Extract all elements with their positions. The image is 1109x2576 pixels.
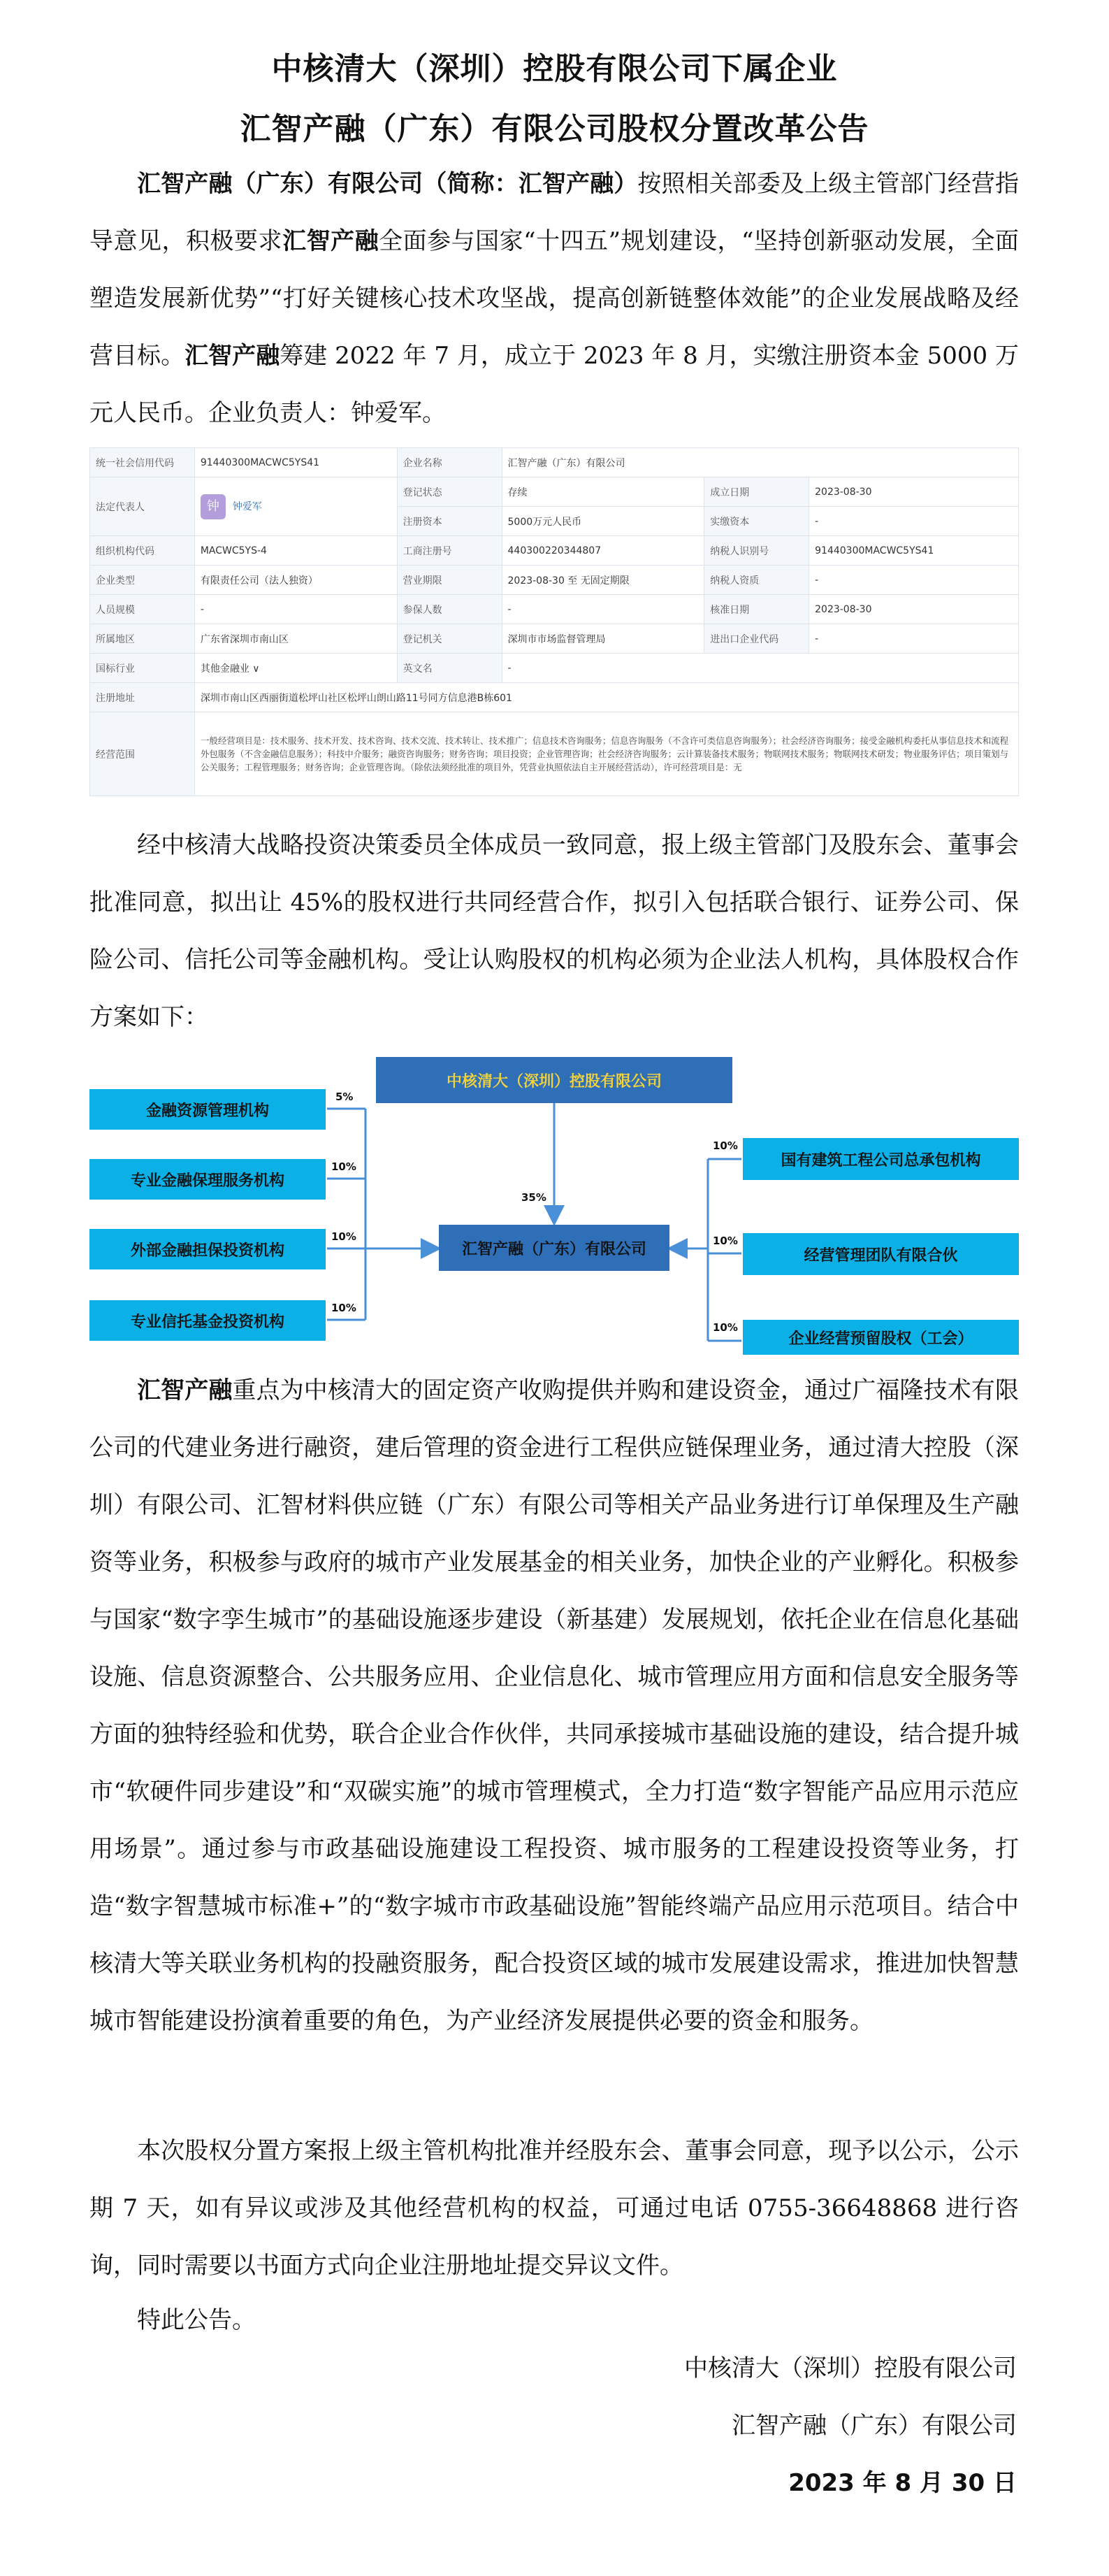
value-reg-capital: 5000万元人民币: [502, 507, 704, 536]
label-company-type: 企业类型: [90, 566, 195, 595]
label-credit-code: 统一社会信用代码: [90, 448, 195, 477]
paragraph-equity-plan: 经中核清大战略投资决策委员全体成员一致同意，报上级主管部门及股东会、董事会批准同意，拟出让 45%的股权进行共同经营合作，拟引入包括联合银行、证券公司、保险公司、信托公司等金融机构。受让认购股权的机构必须为企业法人机构，具体股权合作方案如下：: [89, 831, 1019, 1031]
intro-seg-3: 筹建 2022 年 7 月，成立于 2023 年 8 月，实缴注册资本金 5000 万元人民币。企业负责人：钟爱军。: [89, 342, 1020, 427]
value-company-name: 汇智产融（广东）有限公司: [502, 448, 1019, 477]
paragraph-business: [89, 1362, 1019, 2050]
value-biz-reg-no: 440300220344807: [502, 536, 704, 566]
signature-date: 2023 年 8 月 30 日: [788, 2469, 1017, 2497]
label-biz-reg-no: 工商注册号: [397, 536, 502, 566]
registration-table: [89, 447, 1019, 796]
value-paid-capital: -: [809, 507, 1019, 536]
value-founded: 2023-08-30: [809, 477, 1019, 507]
left-shareholder-pct: 10%: [331, 1160, 356, 1173]
left-shareholder-box: 外部金融担保投资机构: [89, 1229, 326, 1269]
right-shareholder-pct: 10%: [713, 1139, 738, 1152]
label-taxpayer-id: 纳税人识别号: [704, 536, 809, 566]
left-shareholder-pct: 5%: [335, 1091, 354, 1103]
label-scope: 经营范围: [90, 712, 195, 796]
value-term: 2023-08-30 至 无固定期限: [502, 566, 704, 595]
value-insured: -: [502, 595, 704, 624]
label-insured: 参保人数: [397, 595, 502, 624]
paragraph-closing: 特此公告。: [137, 2306, 256, 2334]
value-en-name: -: [502, 654, 1019, 683]
top-shareholder-pct: 35%: [521, 1191, 546, 1204]
paragraph-notice: 本次股权分置方案报上级主管机构批准并经股东会、董事会同意，现予以公示，公示期 7 天，如有异议或涉及其他经营机构的权益，可通过电话 0755-36648868 进行咨询，同时需要以书面方式向企业注册地址提交异议文件。: [89, 2137, 1019, 2280]
intro-seg-2: 全面参与国家“十四五”规划建设，“坚持创新驱动发展，全面塑造发展新优势”“打好关键核心技术攻坚战，提高创新链整体效能”的企业发展战略及经营目标。: [89, 227, 1020, 370]
signature-org-2: 汇智产融（广东）有限公司: [732, 2412, 1017, 2440]
equity-diagram: [89, 1054, 1019, 1355]
value-company-type: 有限责任公司（法人独资）: [194, 566, 397, 595]
label-authority: 登记机关: [397, 624, 502, 654]
paragraph-business-text: 重点为中核清大的固定资产收购提供并购和建设资金，通过广福隆技术有限公司的代建业务进行融资，建后管理的资金进行工程供应链保理业务，通过清大控股（深圳）有限公司、汇智材料供应链（广东）有限公司等相关产品业务进行订单保理及生产融资等业务，积极参与政府的城市产业发展基金的相关业务，加快企业的产业孵化。积极参与国家“数字孪生城市”的基础设施逐步建设（新基建）发展规划，依托企业在信息化基础设施、信息资源整合、公共服务应用、企业信息化、城市管理应用方面和信息安全服务等方面的独特经验和优势，联合企业合作伙伴，共同承接城市基础设施的建设，结合提升城市“软硬件同步建设”和“双碳实施”的城市管理模式，全力打造“数字智能产品应用示范应用场景”。通过参与市政基础设施建设工程投资、城市服务的工程建设投资等业务，打造“数字智慧城市标准+”的“数字城市市政基础设施”智能终端产品应用示范项目。结合中核清大等关联业务机构的投融资服务，配合投资区域的城市发展建设需求，推进加快智慧城市智能建设扮演着重要的角色，为产业经济发展提供必要的资金和服务。: [89, 1376, 1020, 2035]
value-staff: -: [194, 595, 397, 624]
label-legal-rep: 法定代表人: [90, 477, 195, 536]
right-shareholder-box: 经营管理团队有限合伙: [743, 1233, 1019, 1275]
right-shareholder-box: 国有建筑工程公司总承包机构: [743, 1138, 1019, 1180]
title-line-1: 中核清大（深圳）控股有限公司下属企业: [271, 51, 838, 87]
label-term: 营业期限: [397, 566, 502, 595]
intro-paragraph: [89, 155, 1019, 442]
value-address: 深圳市南山区西丽街道松坪山社区松坪山朗山路11号同方信息港B栋601: [194, 683, 1018, 712]
company-short-name: 汇智产融: [184, 342, 280, 370]
value-status: 存续: [502, 477, 704, 507]
label-ie-code: 进出口企业代码: [704, 624, 809, 654]
right-shareholder-pct: 10%: [713, 1235, 738, 1247]
label-company-name: 企业名称: [397, 448, 502, 477]
value-region: 广东省深圳市南山区: [194, 624, 397, 654]
value-org-code: MACWC5YS-4: [194, 536, 397, 566]
left-shareholder-pct: 10%: [331, 1302, 356, 1314]
top-shareholder-box: 中核清大（深圳）控股有限公司: [376, 1057, 732, 1103]
label-taxpayer-qual: 纳税人资质: [704, 566, 809, 595]
label-org-code: 组织机构代码: [90, 536, 195, 566]
label-founded: 成立日期: [704, 477, 809, 507]
value-taxpayer-qual: -: [809, 566, 1019, 595]
value-ie-code: -: [809, 624, 1019, 654]
legal-rep-link[interactable]: 钟爱军: [232, 501, 262, 512]
label-status: 登记状态: [397, 477, 502, 507]
label-staff: 人员规模: [90, 595, 195, 624]
label-approve-date: 核准日期: [704, 595, 809, 624]
right-shareholder-pct: 10%: [713, 1321, 738, 1334]
signature-org-1: 中核清大（深圳）控股有限公司: [684, 2354, 1017, 2382]
left-shareholder-box: 专业信托基金投资机构: [89, 1300, 326, 1341]
value-industry[interactable]: 其他金融业 ∨: [194, 654, 397, 683]
company-full-name: 汇智产融（广东）有限公司（简称：汇智产融）: [137, 170, 638, 198]
company-short-name: 汇智产融: [137, 1376, 233, 1404]
avatar: 钟: [201, 494, 226, 519]
right-shareholder-box: 企业经营预留股权（工会）: [743, 1320, 1019, 1355]
left-shareholder-pct: 10%: [331, 1230, 356, 1243]
label-industry: 国标行业: [90, 654, 195, 683]
value-credit-code: 91440300MACWC5YS41: [194, 448, 397, 477]
intro-seg-1: 按照相关部委及上级主管部门经营指导意见，积极要求: [89, 170, 1020, 255]
label-address: 注册地址: [90, 683, 195, 712]
legal-rep-cell: [194, 477, 397, 536]
title-line-2: 汇智产融（广东）有限公司股权分置改革公告: [240, 111, 869, 147]
value-approve-date: 2023-08-30: [809, 595, 1019, 624]
label-paid-capital: 实缴资本: [704, 507, 809, 536]
center-company-box: 汇智产融（广东）有限公司: [439, 1225, 669, 1271]
value-taxpayer-id: 91440300MACWC5YS41: [809, 536, 1019, 566]
left-shareholder-box: 金融资源管理机构: [89, 1089, 326, 1130]
value-authority: 深圳市市场监督管理局: [502, 624, 704, 654]
label-en-name: 英文名: [397, 654, 502, 683]
company-short-name: 汇智产融: [282, 227, 379, 255]
left-shareholder-box: 专业金融保理服务机构: [89, 1159, 326, 1200]
value-scope: 一般经营项目是：技术服务、技术开发、技术咨询、技术交流、技术转让、技术推广；信息技术咨询服务；信息咨询服务（不含许可类信息咨询服务）；社会经济咨询服务；接受金融机构委托从事信息技术和流程外包服务（不含金融信息服务）；科技中介服务；融资咨询服务；财务咨询；项目投资；企业管理咨询；社会经济咨询服务；云计算装备技术服务；物联网技术服务；物联网技术研发；物业服务评估；项目策划与公关服务；工程管理服务；财务咨询；企业管理咨询。（除依法须经批准的项目外，凭营业执照依法自主开展经营活动），许可经营项目是：无: [194, 712, 1018, 796]
label-reg-capital: 注册资本: [397, 507, 502, 536]
label-region: 所属地区: [90, 624, 195, 654]
